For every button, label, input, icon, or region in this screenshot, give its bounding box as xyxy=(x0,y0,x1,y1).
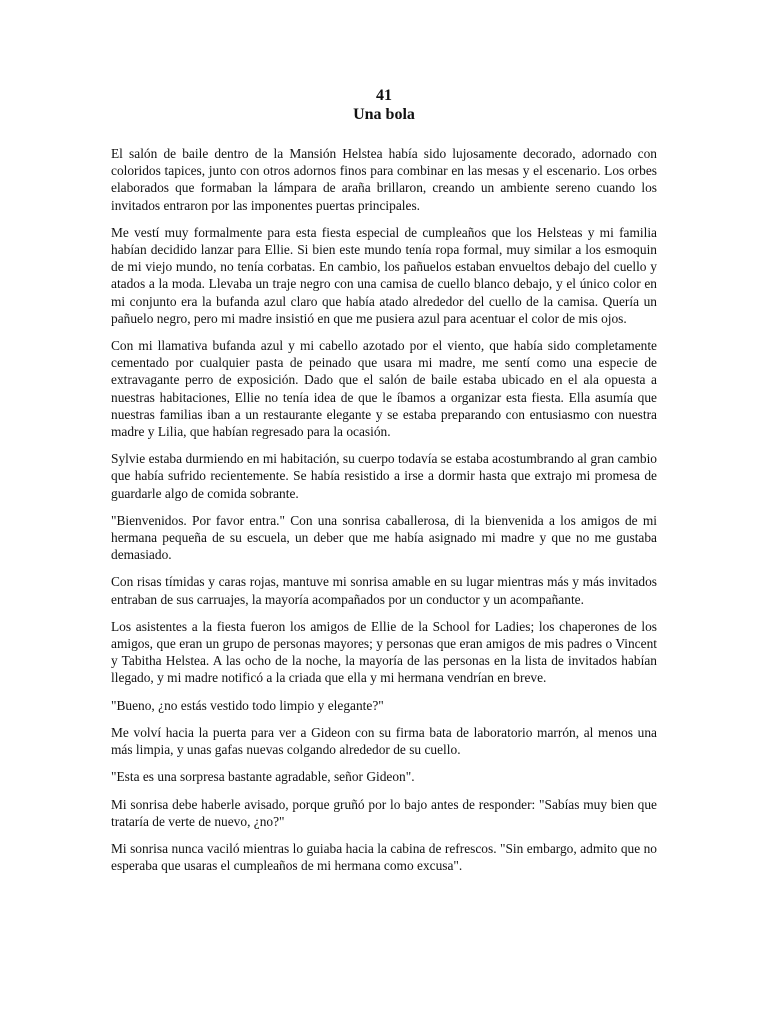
paragraph: Me volví hacia la puerta para ver a Gideon con su firma bata de laboratorio marrón, al menos una más limpia, y unas gafas nuevas colgando alrededor de su cuello. xyxy=(111,724,657,758)
paragraph: "Bienvenidos. Por favor entra." Con una sonrisa caballerosa, di la bienvenida a los amigos de mi hermana pequeña de su escuela, un deber que me había asignado mi madre y que no me gustaba demasiado. xyxy=(111,512,657,563)
chapter-title: Una bola xyxy=(353,106,415,123)
paragraph: Me vestí muy formalmente para esta fiesta especial de cumpleaños que los Helsteas y mi familia habían decidido lanzar para Ellie. Si bien este mundo tenía ropa formal, muy similar a los esmoquin de mi viejo mundo, no tenía corbatas. En cambio, los pañuelos estaban envueltos debajo del cuello y atados a la moda. Llevaba un traje negro con una camisa de cuello blanco debajo, y el único color en mi conjunto era la bufanda azul claro que había atado alrededor del cuello de la camisa. Quería un pañuelo negro, pero mi madre insistió en que me pusiera azul para acentuar el color de mis ojos. xyxy=(111,224,657,326)
paragraph: Mi sonrisa nunca vaciló mientras lo guiaba hacia la cabina de refrescos. "Sin embargo, admito que no esperaba que usaras el cumpleaños de mi hermana como excusa". xyxy=(111,840,657,874)
paragraph: "Bueno, ¿no estás vestido todo limpio y elegante?" xyxy=(111,697,384,713)
paragraph: Los asistentes a la fiesta fueron los amigos de Ellie de la School for Ladies; los chaperones de los amigos, que eran un grupo de personas mayores; y personas que eran amigos de mis padres o Vincent y Tabitha Helstea. A las ocho de la noche, la mayoría de las personas en la lista de invitados habían llegado, y mi madre notificó a la criada que ella y mi hermana vendrían en breve. xyxy=(111,618,657,686)
chapter-body xyxy=(111,145,657,884)
paragraph: El salón de baile dentro de la Mansión Helstea había sido lujosamente decorado, adornado con coloridos tapices, junto con otros adornos finos para combinar en las mesas y el escenario. Los orbes elaborados que formaban la lámpara de araña brillaron, creando un ambiente sereno cuando los invitados entraron por las imponentes puertas principales. xyxy=(111,146,657,213)
paragraph: "Esta es una sorpresa bastante agradable, señor Gideon". xyxy=(111,769,415,785)
paragraph: Sylvie estaba durmiendo en mi habitación, su cuerpo todavía se estaba acostumbrando al gran cambio que había sufrido recientemente. Se había resistido a irse a dormir hasta que extrajo mi promesa de guardarle algo de comida sobrante. xyxy=(111,451,657,501)
paragraph: Con risas tímidas y caras rojas, mantuve mi sonrisa amable en su lugar mientras más y más invitados entraban de sus carruajes, la mayoría acompañados por un conductor y un acompañante. xyxy=(111,574,657,607)
paragraph: Con mi llamativa bufanda azul y mi cabello azotado por el viento, que había sido completamente cementado por cualquier pasta de peinado que usara mi madre, me sentí como una especie de extravagante perro de exposición. Dado que el salón de baile estaba ubicado en el ala opuesta a nuestras habitaciones, Ellie no tenía idea de que le íbamos a organizar esta fiesta. Ella asumía que nuestras familias iban a un restaurante elegante y se estaba preparando con entusiasmo con nuestra madre y Lilia, que habían regresado para la ocasión. xyxy=(111,338,657,440)
chapter-number: 41 xyxy=(376,87,392,104)
paragraph: Mi sonrisa debe haberle avisado, porque gruñó por lo bajo antes de responder: "Sabías muy bien que trataría de verte de nuevo, ¿no?" xyxy=(111,796,657,829)
